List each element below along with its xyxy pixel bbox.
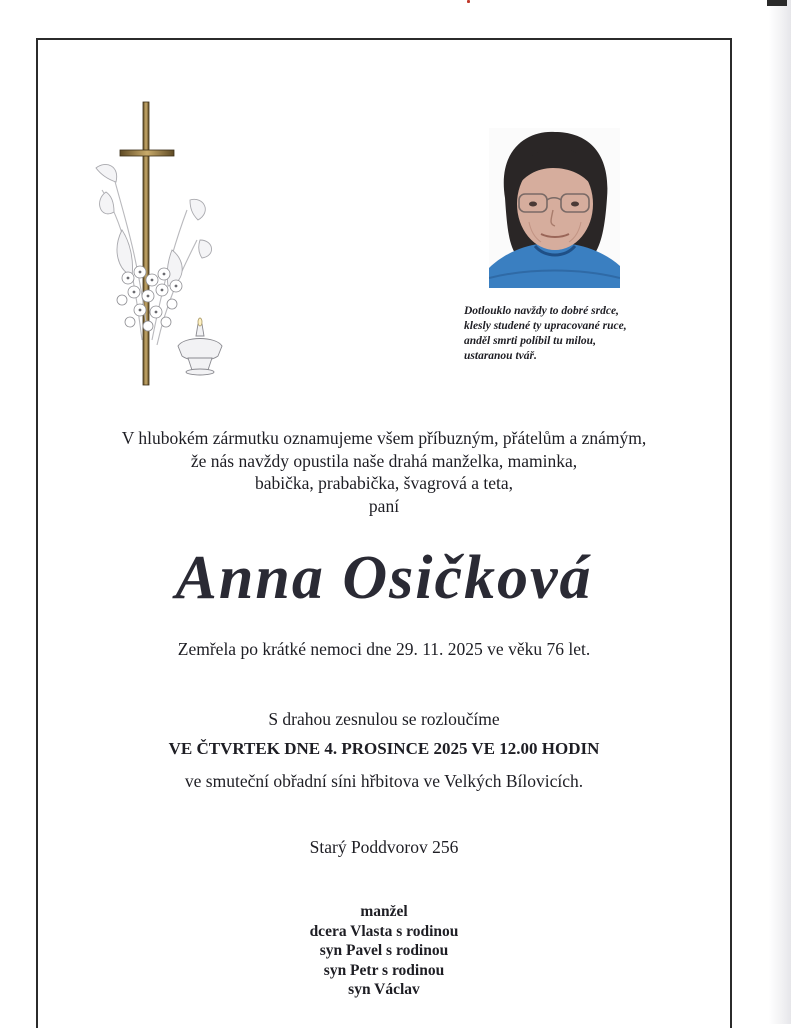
cross-with-lilies-icon [92,100,232,390]
mourner-item: syn Pavel s rodinou [319,942,449,959]
announcement-line: paní [368,495,400,516]
verse-line: klesly studené ty upracované ruce, [464,320,627,332]
mourner-item: manžel [360,903,408,920]
memorial-verse [464,304,694,364]
mourner-item: dcera Vlasta s rodinou [309,922,459,940]
farewell-intro: S drahou zesnulou se rozloučíme [268,709,500,729]
verse-line: anděl smrti políbil tu milou, [464,335,596,347]
portrait-photo [489,128,620,288]
mourner-item: syn Václav [348,981,420,998]
deceased-name: Anna Osičková [175,544,593,612]
death-note: Zemřela po krátké nemoci dne 29. 11. 2025 ve věku 76 let. [177,639,591,659]
mourner-item: syn Petr s rodinou [323,961,445,979]
scan-artifact [467,0,470,3]
ceremony-place: ve smuteční obřadní síni hřbitova ve Velkých Bílovicích. [184,771,584,791]
announcement-line: V hlubokém zármutku oznamujeme všem příbuzným, přátelům a známým, [121,428,647,448]
scan-edge-shadow [769,0,791,1024]
announcement-line: babička, prababička, švagrová a teta, [255,473,513,493]
announcement-line: že nás navždy opustila naše drahá manželka, maminka, [190,450,578,471]
announcement-text [36,427,732,517]
family-address: Starý Poddvorov 256 [309,837,459,857]
ceremony-date-time: VE ČTVRTEK DNE 4. PROSINCE 2025 VE 12.00 HODIN [168,739,600,758]
verse-line: ustaranou tvář. [464,350,537,362]
scan-edge-mark [767,0,787,6]
verse-line: Dotlouklo navždy to dobré srdce, [464,305,619,317]
mourners-list [36,902,732,1000]
